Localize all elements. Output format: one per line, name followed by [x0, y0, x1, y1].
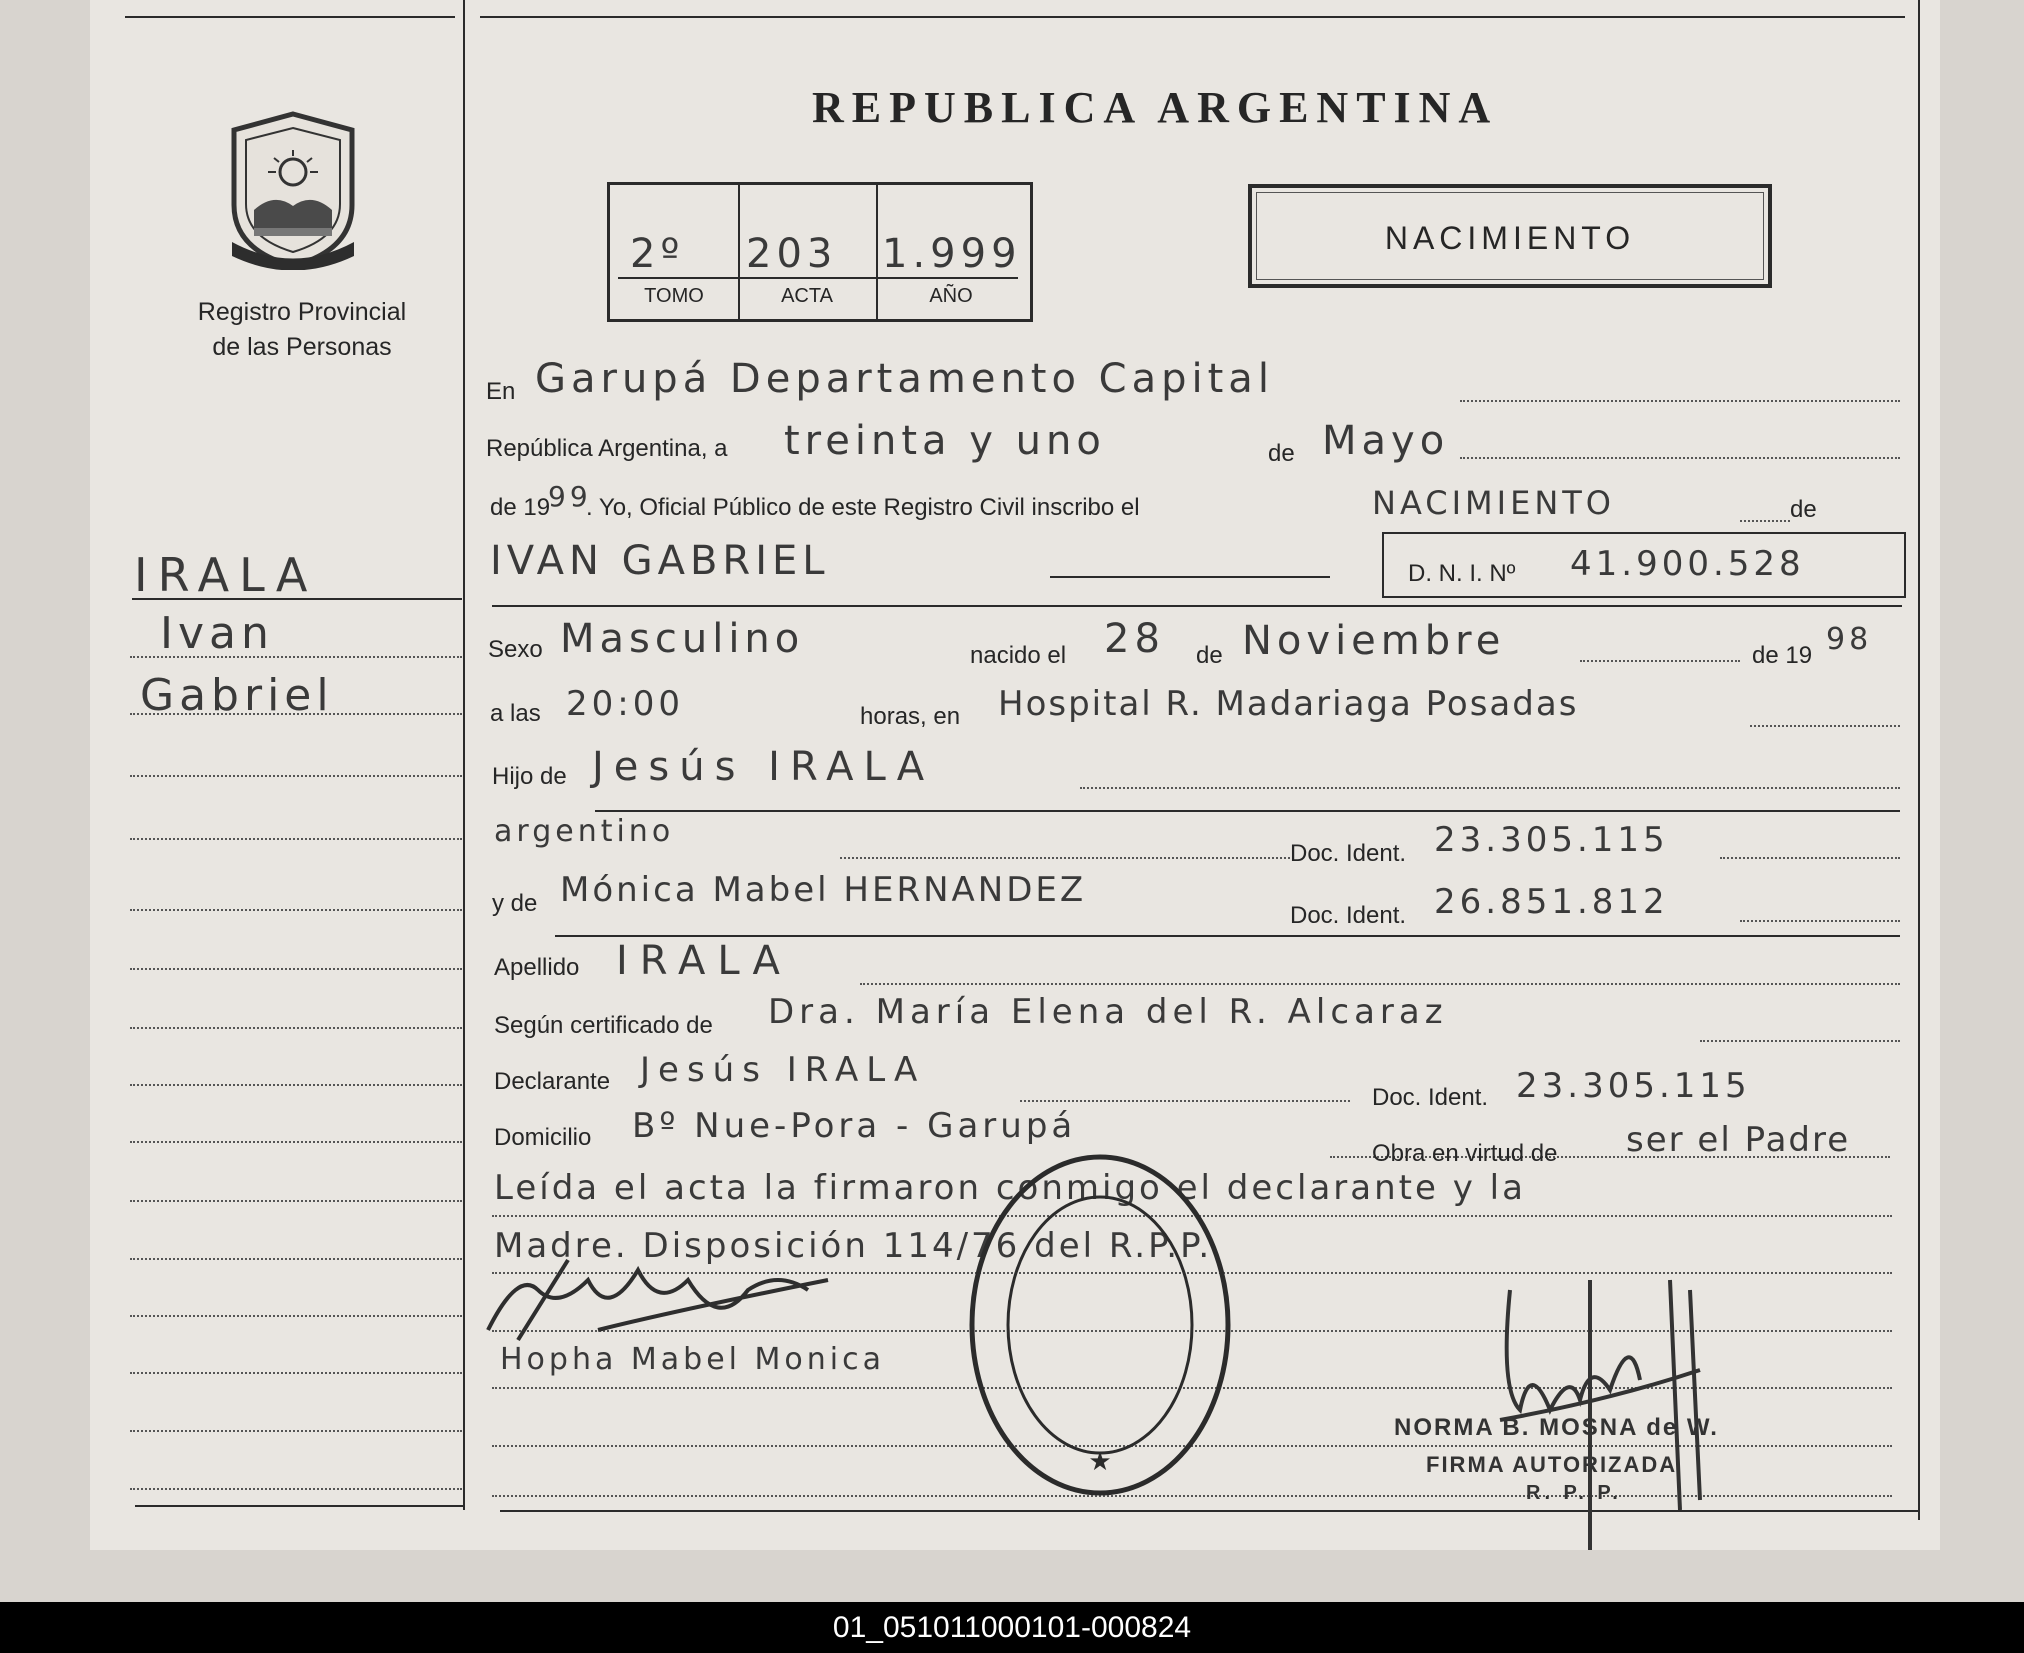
label-yo: . Yo, Oficial Público de este Registro Civil inscribo el	[586, 494, 1140, 521]
value-birth-day: 28	[1104, 616, 1165, 662]
column-divider	[463, 0, 465, 1510]
label-en: En	[486, 378, 516, 405]
value-apellido: IRALA	[616, 938, 792, 984]
value-year-suffix: 99	[548, 480, 592, 513]
label-de-19: de 19	[490, 494, 551, 521]
value-father: Jesús IRALA	[592, 744, 935, 790]
margin-line	[130, 1315, 462, 1317]
form-right-border	[1918, 0, 1920, 1520]
form-line	[840, 857, 1290, 859]
label-apellido: Apellido	[494, 954, 580, 981]
margin-line	[130, 838, 462, 840]
margin-line	[130, 1488, 462, 1490]
label-dni: D. N. I. Nº	[1408, 560, 1516, 587]
margin-line	[130, 909, 462, 911]
form-line	[1740, 920, 1900, 922]
form-line	[1740, 520, 1790, 522]
label-obra: Obra en virtud de	[1372, 1140, 1558, 1167]
value-domicilio: Bº Nue-Pora - Garupá	[632, 1106, 1077, 1146]
form-top-line	[480, 16, 1905, 18]
value-hour: 20:00	[566, 684, 684, 724]
image-caption: 01_051011000101-000824	[832, 1611, 1192, 1644]
value-declarante-doc: 23.305.115	[1516, 1066, 1751, 1106]
margin-line	[130, 1141, 462, 1143]
margin-line	[130, 968, 462, 970]
value-month: Mayo	[1322, 418, 1450, 464]
acta-value: 203	[746, 231, 838, 277]
svg-text:★: ★	[1088, 1447, 1112, 1477]
value-sexo: Masculino	[560, 616, 805, 662]
registry-name-line2: de las Personas	[212, 333, 392, 361]
authority-title: FIRMA AUTORIZADA	[1426, 1452, 1678, 1477]
value-certificado: Dra. María Elena del R. Alcaraz	[768, 992, 1448, 1032]
authority-name: NORMA B. MOSNA de W.	[1394, 1414, 1719, 1441]
label-declarante: Declarante	[494, 1068, 611, 1095]
registry-seal-logo	[224, 110, 362, 270]
margin-top-line	[125, 16, 455, 18]
label-doc-declarante: Doc. Ident.	[1372, 1084, 1489, 1111]
margin-surname: IRALA	[134, 548, 318, 602]
registry-round-stamp	[965, 1150, 1235, 1500]
tomo-label: TOMO	[644, 285, 704, 307]
form-line	[1720, 857, 1900, 859]
margin-line	[130, 656, 462, 658]
act-type-box	[1248, 184, 1772, 288]
margin-line	[130, 1084, 462, 1086]
label-de: de	[1268, 440, 1295, 467]
value-signature-name: Hopha Mabel Monica	[500, 1342, 885, 1377]
form-line	[1020, 1100, 1350, 1102]
ano-value: 1.999	[882, 231, 1022, 277]
book-reference-box	[607, 182, 1033, 322]
value-note-line1: Leída el acta la firmaron conmigo el declarante y la	[494, 1168, 1526, 1208]
value-place: Garupá Departamento Capital	[535, 356, 1274, 402]
form-line	[1580, 660, 1740, 662]
value-father-doc: 23.305.115	[1434, 820, 1669, 860]
value-act: NACIMIENTO	[1372, 484, 1615, 522]
form-line	[1460, 400, 1900, 402]
label-hijo: Hijo de	[492, 763, 567, 790]
margin-line	[130, 713, 462, 715]
margin-second-name: Gabriel	[140, 670, 334, 721]
margin-first-name: Ivan	[160, 608, 274, 659]
label-de-2: de	[1790, 496, 1817, 523]
dni-box	[1382, 532, 1906, 598]
label-de-3: de	[1196, 642, 1223, 669]
margin-line	[130, 1258, 462, 1260]
margin-bottom-line	[135, 1505, 465, 1507]
tomo-value: 2º	[630, 231, 685, 277]
margin-line	[130, 775, 462, 777]
value-dni: 41.900.528	[1570, 544, 1805, 584]
label-a-las: a las	[490, 700, 541, 727]
form-separator	[492, 605, 1902, 607]
margin-line	[130, 1372, 462, 1374]
label-doc-father: Doc. Ident.	[1290, 840, 1407, 867]
ano-label: AÑO	[929, 285, 973, 307]
value-declarante: Jesús IRALA	[640, 1050, 926, 1090]
registry-name-line1: Registro Provincial	[197, 298, 407, 326]
margin-line	[130, 1027, 462, 1029]
country-title: REPUBLICA ARGENTINA	[812, 83, 1499, 132]
label-y-de: y de	[492, 890, 538, 917]
form-line	[1460, 457, 1900, 459]
form-separator	[555, 935, 1900, 937]
form-line	[1700, 1040, 1900, 1042]
form-line	[1750, 725, 1900, 727]
margin-line	[130, 1430, 462, 1432]
label-domicilio: Domicilio	[494, 1124, 592, 1151]
value-father-nationality: argentino	[494, 814, 675, 849]
label-de-19b: de 19	[1752, 642, 1813, 669]
label-nacido: nacido el	[970, 642, 1067, 669]
value-note-line2: Madre. Disposición 114/76 del R.P.P.	[494, 1226, 1213, 1266]
value-day: treinta y uno	[784, 418, 1106, 464]
value-mother: Mónica Mabel HERNANDEZ	[560, 870, 1087, 910]
value-mother-doc: 26.851.812	[1434, 882, 1669, 922]
label-segun: Según certificado de	[494, 1012, 713, 1039]
act-type-label: NACIMIENTO	[1384, 220, 1636, 256]
margin-line	[130, 1200, 462, 1202]
form-separator	[595, 810, 1900, 812]
value-obra: ser el Padre	[1626, 1120, 1851, 1160]
value-child-names: IVAN GABRIEL	[490, 538, 830, 584]
acta-label: ACTA	[781, 285, 833, 307]
authority-abbreviation: R. P. P.	[1526, 1482, 1622, 1504]
label-doc-mother: Doc. Ident.	[1290, 902, 1407, 929]
form-line	[1080, 787, 1900, 789]
label-horas: horas, en	[860, 703, 961, 730]
child-name-line	[1050, 576, 1330, 578]
label-republica: República Argentina, a	[486, 435, 728, 462]
value-birth-year-suffix: 98	[1826, 622, 1873, 657]
value-birth-place: Hospital R. Madariaga Posadas	[998, 684, 1579, 724]
value-birth-month: Noviembre	[1242, 618, 1506, 664]
label-sexo: Sexo	[488, 636, 543, 663]
form-line	[860, 983, 1900, 985]
signature-scribble	[478, 1250, 858, 1350]
